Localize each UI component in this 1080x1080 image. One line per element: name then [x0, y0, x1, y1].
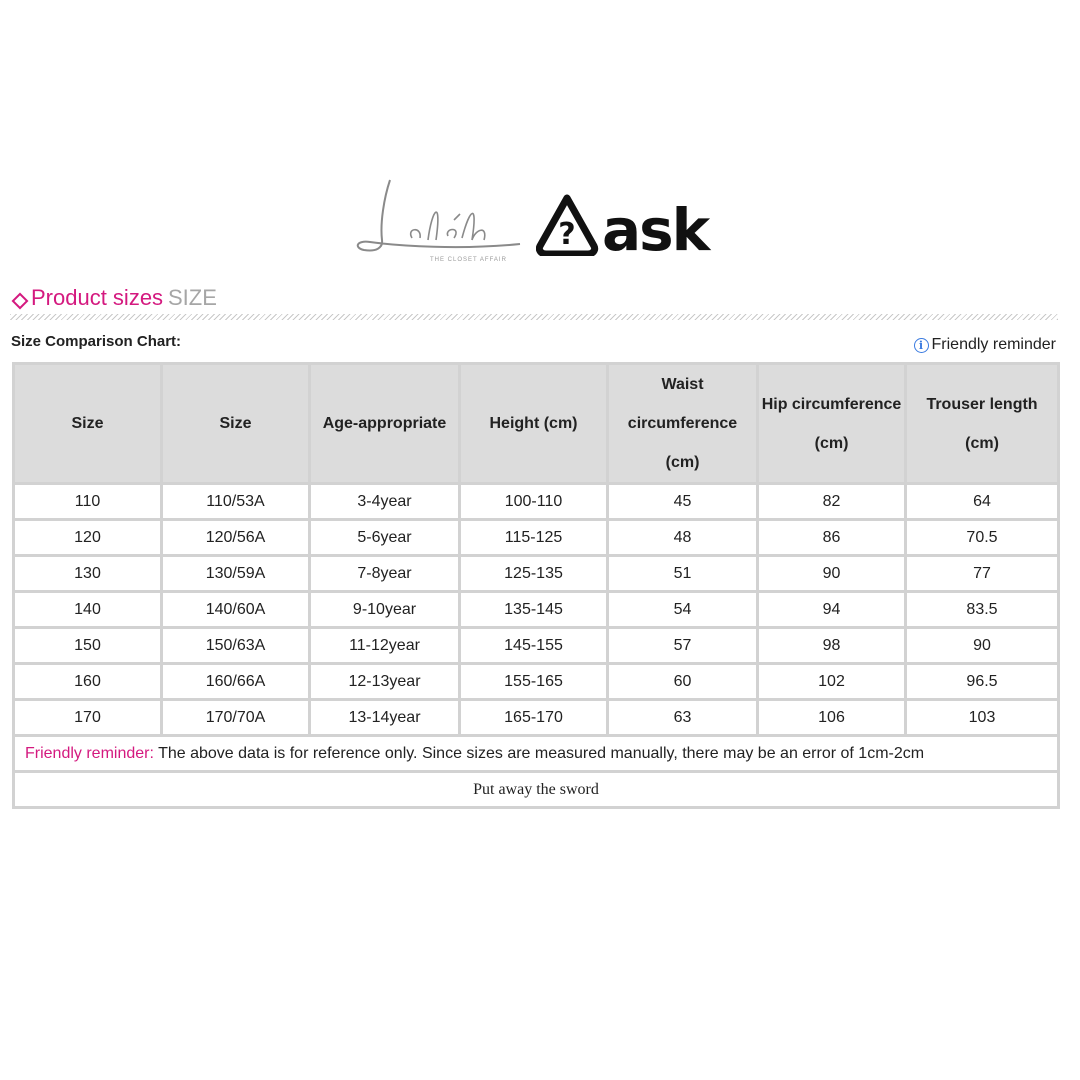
size-table — [12, 362, 1060, 809]
column-header: Height (cm) — [460, 364, 608, 484]
note-row — [14, 736, 1059, 772]
table-row — [14, 592, 1059, 628]
table-cell: 170 — [14, 700, 162, 736]
table-cell: 130/59A — [162, 556, 310, 592]
table-cell: 77 — [906, 556, 1059, 592]
table-cell: 98 — [758, 628, 906, 664]
table-cell: 110 — [14, 484, 162, 520]
info-icon: i — [914, 338, 929, 353]
column-header: Waist circumference (cm) — [608, 364, 758, 484]
table-cell: 115-125 — [460, 520, 608, 556]
brand-logos — [0, 160, 1080, 270]
table-row — [14, 700, 1059, 736]
table-cell: 11-12year — [310, 628, 460, 664]
table-cell: 135-145 — [460, 592, 608, 628]
table-cell: 140 — [14, 592, 162, 628]
table-cell: 94 — [758, 592, 906, 628]
svg-text:?: ? — [558, 217, 576, 252]
table-cell: 150 — [14, 628, 162, 664]
table-cell: 51 — [608, 556, 758, 592]
table-cell: 165-170 — [460, 700, 608, 736]
table-cell: 145-155 — [460, 628, 608, 664]
table-cell: 7-8year — [310, 556, 460, 592]
table-cell: 120/56A — [162, 520, 310, 556]
ask-logo — [536, 194, 728, 256]
footer-text: Put away the sword — [14, 772, 1059, 808]
column-header: Size — [162, 364, 310, 484]
column-header: Trouser length (cm) — [906, 364, 1059, 484]
table-cell: 9-10year — [310, 592, 460, 628]
table-cell: 13-14year — [310, 700, 460, 736]
table-cell: 12-13year — [310, 664, 460, 700]
note-text: The above data is for reference only. Since sizes are measured manually, there may be an error of 1cm-2cm — [153, 744, 925, 762]
section-header — [10, 282, 1058, 322]
hatched-divider — [10, 314, 1058, 320]
laleh-logo — [350, 168, 530, 263]
table-cell: 90 — [758, 556, 906, 592]
friendly-reminder-label: Friendly reminder — [931, 336, 1056, 353]
table-cell: 125-135 — [460, 556, 608, 592]
table-cell: 96.5 — [906, 664, 1059, 700]
friendly-reminder-header — [914, 336, 1056, 354]
table-cell: 110/53A — [162, 484, 310, 520]
table-cell: 130 — [14, 556, 162, 592]
column-header: Hip circumference (cm) — [758, 364, 906, 484]
table-cell: 106 — [758, 700, 906, 736]
table-cell: 90 — [906, 628, 1059, 664]
table-cell: 57 — [608, 628, 758, 664]
table-cell: 63 — [608, 700, 758, 736]
column-header: Size — [14, 364, 162, 484]
table-cell: 160 — [14, 664, 162, 700]
column-header: Age-appropriate — [310, 364, 460, 484]
table-cell: 5-6year — [310, 520, 460, 556]
table-row — [14, 556, 1059, 592]
table-cell: 102 — [758, 664, 906, 700]
svg-text:THE CLOSET AFFAIR: THE CLOSET AFFAIR — [430, 257, 507, 263]
table-cell: 54 — [608, 592, 758, 628]
table-cell: 170/70A — [162, 700, 310, 736]
table-cell: 86 — [758, 520, 906, 556]
table-cell: 3-4year — [310, 484, 460, 520]
table-cell: 45 — [608, 484, 758, 520]
diamond-bullet-icon — [12, 293, 29, 310]
table-cell: 70.5 — [906, 520, 1059, 556]
table-cell: 150/63A — [162, 628, 310, 664]
table-row — [14, 664, 1059, 700]
table-row — [14, 520, 1059, 556]
table-cell: 64 — [906, 484, 1059, 520]
table-cell: 160/66A — [162, 664, 310, 700]
table-cell: 155-165 — [460, 664, 608, 700]
svg-text:ask: ask — [602, 196, 709, 256]
table-cell: 100-110 — [460, 484, 608, 520]
note-label: Friendly reminder: — [25, 744, 154, 762]
table-cell: 140/60A — [162, 592, 310, 628]
note-cell — [14, 736, 1059, 772]
table-header-row — [14, 364, 1059, 484]
section-title: Product sizes — [31, 285, 164, 310]
table-cell: 60 — [608, 664, 758, 700]
chart-label: Size Comparison Chart: — [11, 333, 182, 350]
section-title-en: SIZE — [168, 285, 217, 310]
footer-row — [14, 772, 1059, 808]
table-row — [14, 484, 1059, 520]
table-body — [14, 484, 1059, 736]
table-row — [14, 628, 1059, 664]
table-cell: 83.5 — [906, 592, 1059, 628]
table-cell: 82 — [758, 484, 906, 520]
table-cell: 48 — [608, 520, 758, 556]
table-cell: 120 — [14, 520, 162, 556]
table-cell: 103 — [906, 700, 1059, 736]
